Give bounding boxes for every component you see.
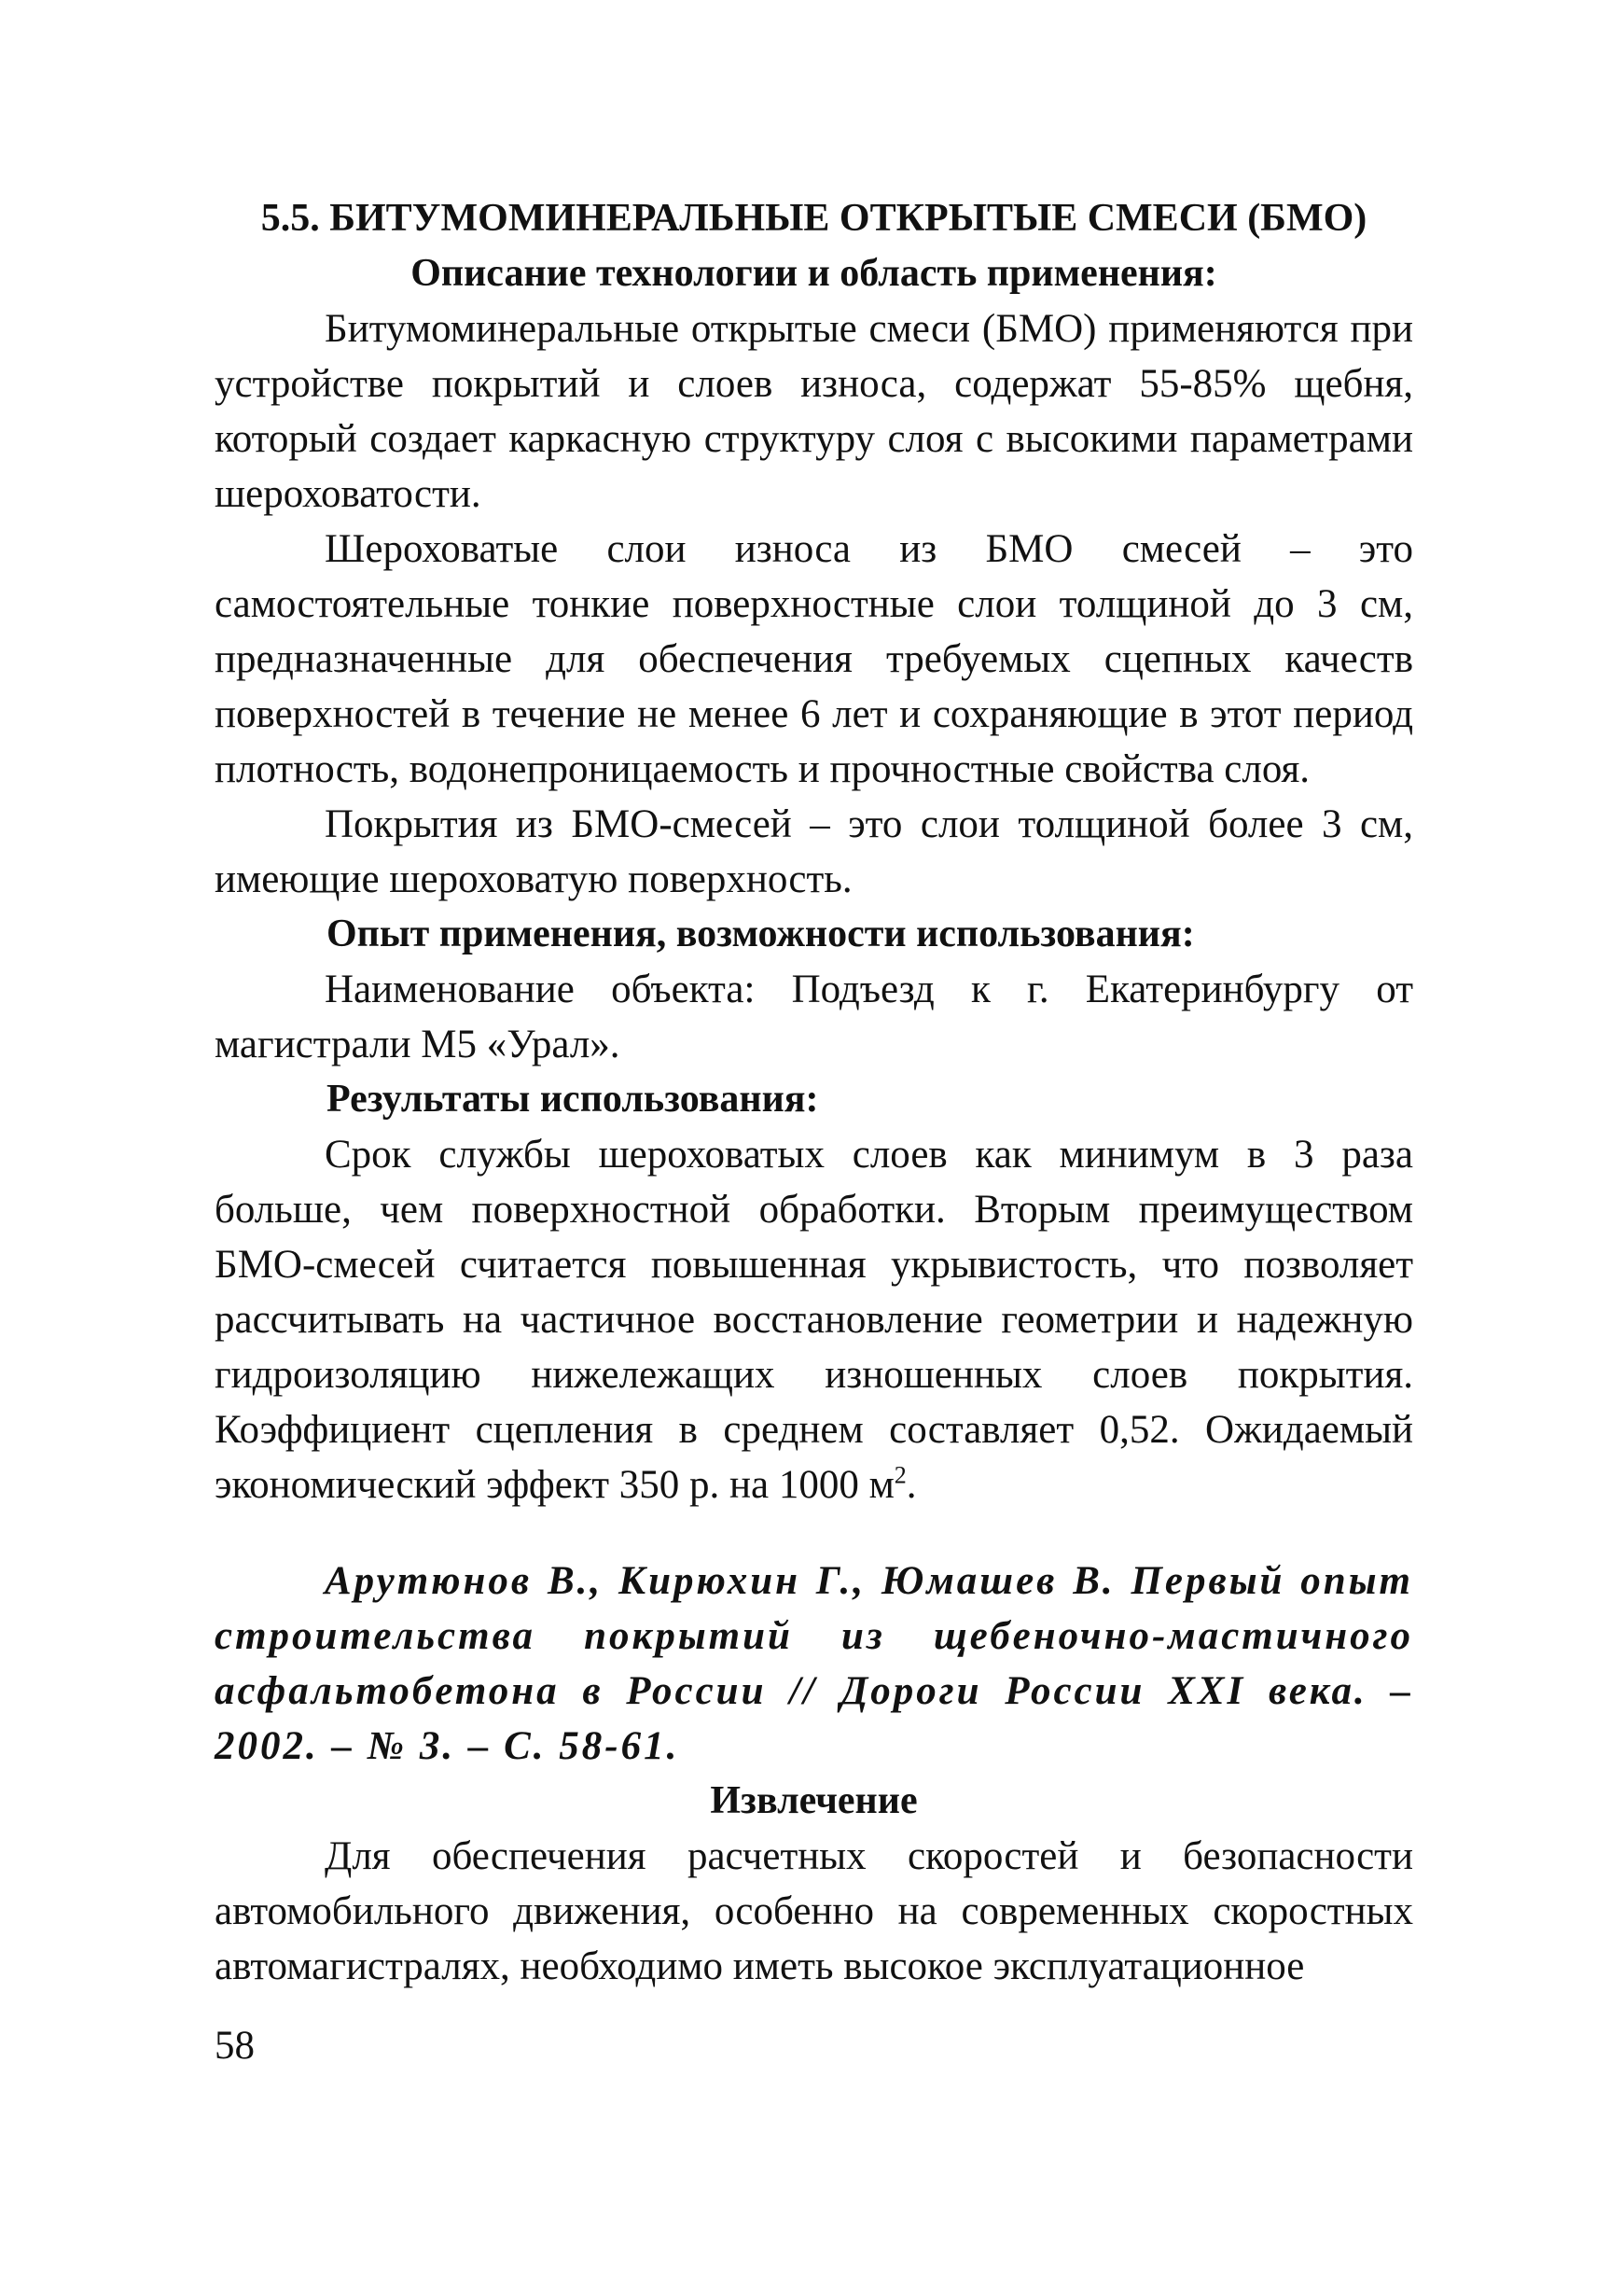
section-title: 5.5. БИТУМОМИНЕРАЛЬНЫЕ ОТКРЫТЫЕ СМЕСИ (БМО) (260, 197, 1367, 240)
results-end: . (906, 1463, 917, 1507)
results-text: Срок службы шероховатых слоев как минимум в 3 раза больше, чем поверхностной обработки. Вторым преимуществом БМО-смесей считается повышенная укрывистость, что позволяет рассчитывать на частичное восстановление геометрии и надежную гидроизоляцию нижележащих изношенных слоев покрытия. Коэффициент сцепления в среднем составляет 0,52. Ожидаемый экономический эффект 350 р. на 1000 м (215, 1133, 1413, 1507)
extract-heading: Извлечение (710, 1779, 918, 1822)
paragraph-wear-layers: Шероховатые слои износа из БМО смесей – это самостоятельные тонкие поверхностные слои толщиной до 3 см, предназначенные для обеспечения требуемых сцепных качеств поверхностей в течение не менее 6 лет и сохраняющие в этот период плотность, водонепроницаемость и прочностные свойства слоя. (215, 527, 1413, 791)
description-heading: Описание технологии и область применения: (410, 252, 1217, 295)
page-number: 58 (215, 2024, 255, 2068)
paragraph-coatings: Покрытия из БМО-смесей – это слои толщиной более 3 см, имеющие шероховатую поверхность. (215, 802, 1413, 901)
results-superscript: 2 (894, 1461, 907, 1489)
document-page (215, 191, 1413, 1994)
paragraph-bmo-definition: Битумоминеральные открытые смеси (БМО) применяются при устройстве покрытий и слоев износа, содержат 55-85% щебня, который создает каркасную структуру слоя с высокими параметрами шероховатости. (215, 307, 1413, 516)
reference-citation: Арутюнов В., Кирюхин Г., Юмашев В. Первый опыт строительства покрытий из щебеночно-мастичного асфальтобетона в России // Дороги России XXI века. – 2002. – № 3. – С. 58-61. (215, 1559, 1413, 1768)
extract-text: Для обеспечения расчетных скоростей и безопасности автомобильного движения, особенно на современных скоростных автомагистралях, необходимо иметь высокое эксплуатационное (215, 1834, 1413, 1988)
results-paragraph (215, 1127, 1413, 1512)
experience-text: Наименование объекта: Подъезд к г. Екатеринбургу от магистрали М5 «Урал». (215, 968, 1413, 1066)
experience-heading: Опыт применения, возможности использования: (326, 913, 1195, 955)
results-heading: Результаты использования: (326, 1078, 819, 1121)
